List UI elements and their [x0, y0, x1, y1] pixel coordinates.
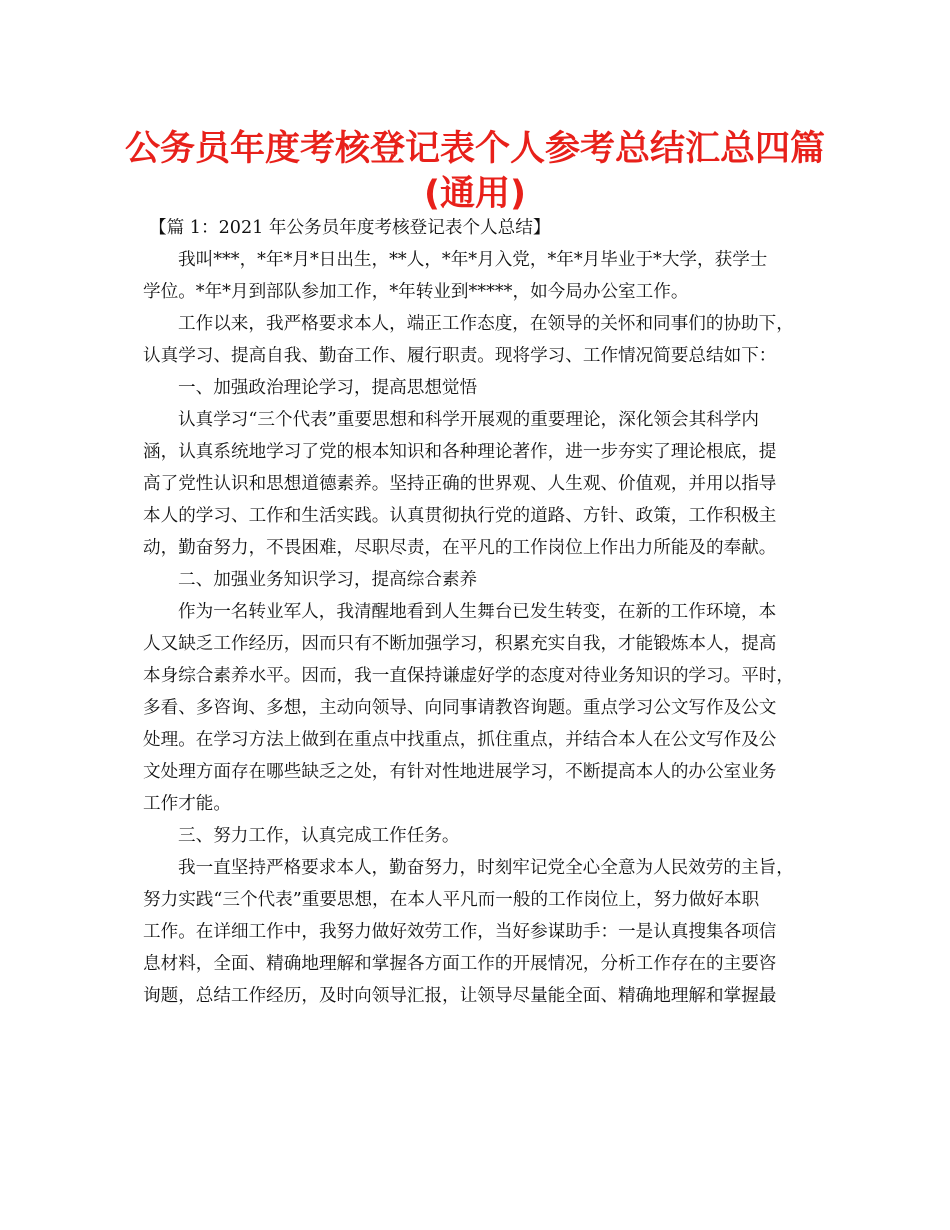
document-title-line-1: 公务员年度考核登记表个人参考总结汇总四篇 — [124, 129, 825, 169]
text-line: 本人的学习、工作和生活实践。认真贯彻执行党的道路、方针、政策，工作积极主 — [143, 506, 777, 526]
section-heading: 【篇 1：2021 年公务员年度考核登记表个人总结】 — [149, 218, 551, 238]
text-line: 高了党性认识和思想道德素养。坚持正确的世界观、人生观、价值观，并用以指导 — [143, 474, 777, 494]
text-line: 认真学习、提高自我、勤奋工作、履行职责。现将学习、工作情况简要总结如下： — [143, 346, 777, 366]
text-line: 息材料，全面、精确地理解和掌握各方面工作的开展情况，分析工作存在的主要咨 — [143, 954, 777, 974]
text-line: 文处理方面存在哪些缺乏之处，有针对性地进展学习，不断提高本人的办公室业务 — [143, 762, 777, 782]
text-line: 作为一名转业军人，我清醒地看到人生舞台已发生转变，在新的工作环境，本 — [178, 602, 777, 622]
text-line: 动，勤奋努力，不畏困难，尽职尽责，在平凡的工作岗位上作出力所能及的奉献。 — [143, 538, 777, 558]
text-line: 二、加强业务知识学习，提高综合素养 — [178, 570, 478, 590]
text-line: 询题，总结工作经历，及时向领导汇报，让领导尽量能全面、精确地理解和掌握最 — [143, 986, 777, 1006]
text-line: 学位。*年*月到部队参加工作，*年转业到*****，如今局办公室工作。 — [143, 282, 689, 302]
text-line: 工作以来，我严格要求本人，端正工作态度，在领导的关怀和同事们的协助下， — [178, 314, 794, 334]
text-line: 认真学习“三个代表”重要思想和科学开展观的重要理论，深化领会其科学内 — [178, 410, 759, 430]
text-line: 工作。在详细工作中，我努力做好效劳工作，当好参谋助手：一是认真搜集各项信 — [143, 922, 777, 942]
text-line: 人又缺乏工作经历，因而只有不断加强学习，积累充实自我，才能锻炼本人，提高 — [143, 634, 777, 654]
text-line: 努力实践“三个代表”重要思想，在本人平凡而一般的工作岗位上，努力做好本职 — [143, 890, 760, 910]
text-line: 本身综合素养水平。因而，我一直保持谦虚好学的态度对待业务知识的学习。平时， — [143, 666, 794, 686]
text-line: 三、努力工作，认真完成工作任务。 — [178, 826, 460, 846]
document-title-line-2: (通用) — [424, 174, 526, 214]
text-line: 一、加强政治理论学习，提高思想觉悟 — [178, 378, 478, 398]
text-line: 处理。在学习方法上做到在重点中找重点，抓住重点，并结合本人在公文写作及公 — [143, 730, 777, 750]
document-body — [143, 212, 813, 1012]
text-line: 工作才能。 — [143, 794, 231, 814]
text-line: 我叫***，*年*月*日出生，**人，*年*月入党，*年*月毕业于*大学，获学士 — [178, 250, 768, 270]
text-line: 我一直坚持严格要求本人，勤奋努力，时刻牢记党全心全意为人民效劳的主旨， — [178, 858, 794, 878]
text-line: 多看、多咨询、多想，主动向领导、向同事请教咨询题。重点学习公文写作及公文 — [143, 698, 777, 718]
text-line: 涵，认真系统地学习了党的根本知识和各种理论著作，进一步夯实了理论根底，提 — [143, 442, 777, 462]
